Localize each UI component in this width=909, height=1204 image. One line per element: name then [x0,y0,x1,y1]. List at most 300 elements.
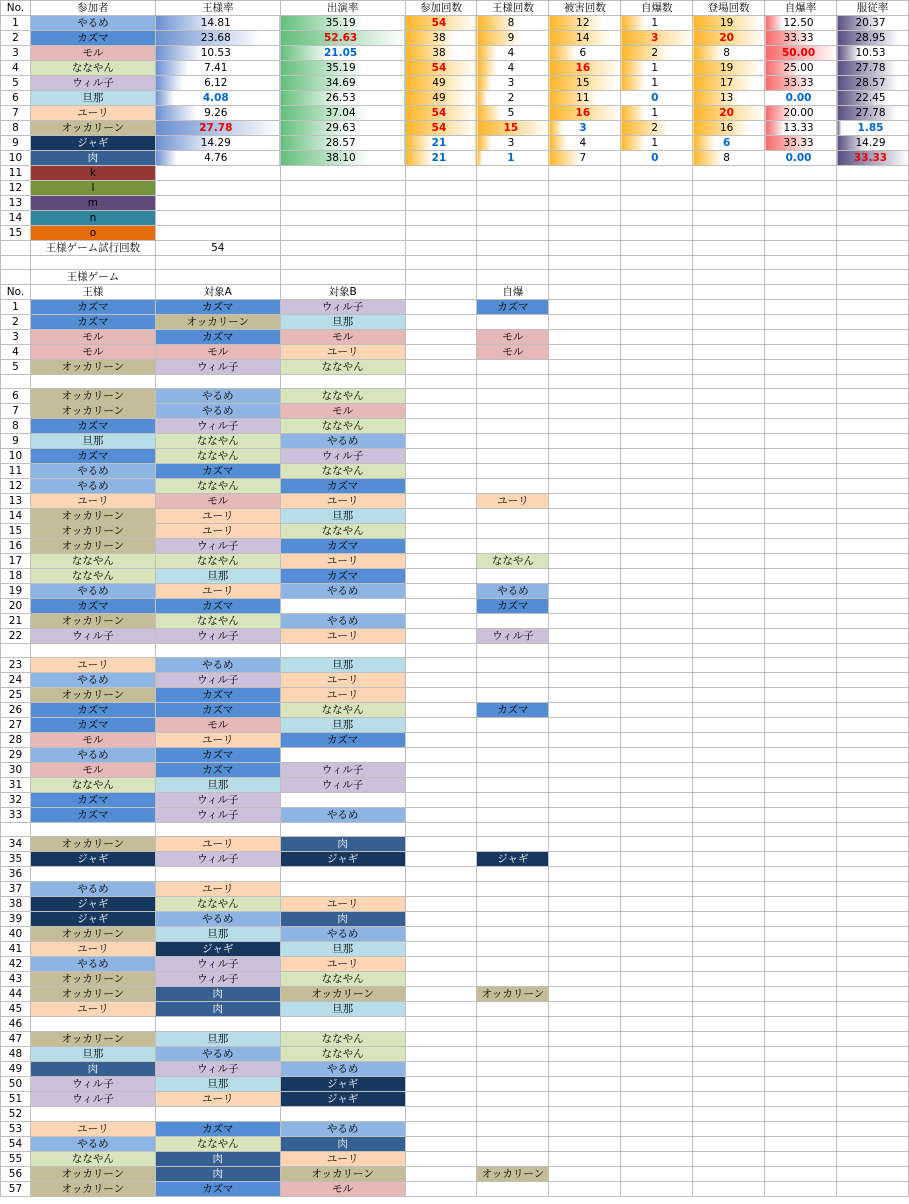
target-a-cell[interactable]: ユーリ [155,733,280,748]
stat-join[interactable]: 49 [405,76,477,91]
target-a-cell[interactable]: ウィル子 [155,1062,280,1077]
empty-cell[interactable] [155,166,280,181]
empty-cell[interactable] [621,942,693,957]
stat-king[interactable]: 3 [477,136,549,151]
round-number[interactable]: 7 [1,404,31,419]
round-number[interactable]: 3 [1,330,31,345]
king-cell[interactable]: ユーリ [30,1122,155,1137]
king-cell[interactable]: オッカリーン [30,927,155,942]
empty-cell[interactable] [477,375,549,389]
stat-king[interactable]: 2 [477,91,549,106]
king-cell[interactable]: やるめ [30,479,155,494]
empty-cell[interactable] [693,285,765,300]
empty-cell[interactable] [693,1092,765,1107]
empty-cell[interactable] [837,166,909,181]
empty-cell[interactable] [693,419,765,434]
target-a-cell[interactable]: ウィル子 [155,629,280,644]
empty-cell[interactable] [765,987,837,1002]
round-number[interactable]: 13 [1,494,31,509]
empty-cell[interactable] [549,778,621,793]
stat-victim[interactable]: 16 [549,106,621,121]
empty-cell[interactable] [621,181,693,196]
empty-cell[interactable] [549,688,621,703]
game-header-cell[interactable]: 王様 [30,285,155,300]
target-a-cell[interactable]: 旦那 [155,1077,280,1092]
row-number[interactable]: 9 [1,136,31,151]
empty-cell[interactable] [621,226,693,241]
round-number[interactable]: 53 [1,1122,31,1137]
round-number[interactable]: 49 [1,1062,31,1077]
empty-cell[interactable] [693,1122,765,1137]
target-b-cell[interactable]: やるめ [280,1122,405,1137]
empty-cell[interactable] [1,823,31,837]
empty-cell[interactable] [693,1062,765,1077]
empty-cell[interactable] [549,256,621,270]
empty-cell[interactable] [549,1032,621,1047]
empty-cell[interactable] [549,823,621,837]
empty-cell[interactable] [549,539,621,554]
stat-king[interactable]: 8 [477,16,549,31]
empty-cell[interactable] [837,375,909,389]
self-destruct-cell[interactable] [477,434,549,449]
empty-cell[interactable] [765,823,837,837]
empty-cell[interactable] [837,479,909,494]
empty-cell[interactable] [549,1152,621,1167]
king-cell[interactable]: ウィル子 [30,629,155,644]
empty-cell[interactable] [621,509,693,524]
empty-cell[interactable] [765,300,837,315]
empty-cell[interactable] [693,823,765,837]
target-b-cell[interactable]: ななやん [280,972,405,987]
game-header-cell[interactable]: No. [1,285,31,300]
empty-cell[interactable] [837,315,909,330]
empty-cell[interactable] [621,688,693,703]
empty-cell[interactable] [837,464,909,479]
empty-cell[interactable] [765,897,837,912]
target-b-cell[interactable]: 肉 [280,912,405,927]
target-b-cell[interactable]: ユーリ [280,957,405,972]
empty-cell[interactable] [621,897,693,912]
target-a-cell[interactable]: やるめ [155,389,280,404]
empty-cell[interactable] [765,837,837,852]
empty-cell[interactable] [837,718,909,733]
self-destruct-cell[interactable] [477,673,549,688]
stat-self-rate[interactable]: 0.00 [765,151,837,166]
king-cell[interactable]: やるめ [30,464,155,479]
king-cell[interactable]: やるめ [30,882,155,897]
empty-cell[interactable] [621,614,693,629]
stat-appear-rate[interactable]: 34.69 [280,76,405,91]
empty-cell[interactable] [405,673,477,688]
empty-cell[interactable] [549,1107,621,1122]
stat-appear-rate[interactable]: 35.19 [280,16,405,31]
empty-cell[interactable] [765,733,837,748]
empty-cell[interactable] [405,375,477,389]
header-cell[interactable]: No. [1,1,31,16]
empty-cell[interactable] [837,1032,909,1047]
round-number[interactable]: 15 [1,524,31,539]
empty-cell[interactable] [405,658,477,673]
empty-cell[interactable] [549,629,621,644]
target-b-cell[interactable]: ななやん [280,1032,405,1047]
target-b-cell[interactable]: オッカリーン [280,1167,405,1182]
empty-cell[interactable] [693,569,765,584]
empty-cell[interactable] [549,345,621,360]
empty-cell[interactable] [837,270,909,285]
stat-obey-rate[interactable]: 20.37 [837,16,909,31]
round-number[interactable]: 10 [1,449,31,464]
round-number[interactable]: 18 [1,569,31,584]
target-a-cell[interactable]: ユーリ [155,882,280,897]
participant-name[interactable]: 旦那 [30,91,155,106]
empty-cell[interactable] [837,793,909,808]
target-b-cell[interactable]: やるめ [280,927,405,942]
self-destruct-cell[interactable]: カズマ [477,300,549,315]
king-cell[interactable]: やるめ [30,673,155,688]
king-cell[interactable]: オッカリーン [30,987,155,1002]
stat-join[interactable]: 54 [405,61,477,76]
self-destruct-cell[interactable] [477,1137,549,1152]
empty-cell[interactable] [621,315,693,330]
empty-cell[interactable] [837,599,909,614]
empty-cell[interactable] [621,300,693,315]
empty-cell[interactable] [693,375,765,389]
round-number[interactable]: 23 [1,658,31,673]
empty-cell[interactable] [405,748,477,763]
target-b-cell[interactable]: ユーリ [280,629,405,644]
empty-cell[interactable] [621,464,693,479]
empty-cell[interactable] [405,927,477,942]
empty-cell[interactable] [549,315,621,330]
stat-obey-rate[interactable]: 27.78 [837,106,909,121]
stat-appear[interactable]: 8 [693,151,765,166]
empty-cell[interactable] [549,1002,621,1017]
empty-cell[interactable] [280,181,405,196]
empty-cell[interactable] [693,539,765,554]
self-destruct-cell[interactable] [477,1077,549,1092]
empty-cell[interactable] [405,644,477,658]
stat-self[interactable]: 0 [621,151,693,166]
empty-cell[interactable] [837,524,909,539]
round-number[interactable]: 46 [1,1017,31,1032]
empty-cell[interactable] [1,270,31,285]
empty-cell[interactable] [693,912,765,927]
stat-join[interactable]: 49 [405,91,477,106]
self-destruct-cell[interactable] [477,389,549,404]
stat-victim[interactable]: 7 [549,151,621,166]
empty-cell[interactable] [837,1122,909,1137]
target-a-cell[interactable]: ななやん [155,897,280,912]
empty-cell[interactable] [405,614,477,629]
target-b-cell[interactable]: 肉 [280,1137,405,1152]
row-number[interactable]: 3 [1,46,31,61]
empty-cell[interactable] [837,241,909,256]
empty-cell[interactable] [549,1182,621,1197]
game-header-cell[interactable]: 対象B [280,285,405,300]
empty-cell[interactable] [693,778,765,793]
empty-cell[interactable] [693,211,765,226]
empty-cell[interactable] [693,554,765,569]
empty-cell[interactable] [837,554,909,569]
empty-cell[interactable] [549,644,621,658]
empty-cell[interactable] [621,673,693,688]
empty-cell[interactable] [693,808,765,823]
empty-cell[interactable] [405,972,477,987]
king-cell[interactable]: オッカリーン [30,1167,155,1182]
empty-cell[interactable] [621,852,693,867]
empty-cell[interactable] [765,808,837,823]
stat-self[interactable]: 3 [621,31,693,46]
round-number[interactable]: 28 [1,733,31,748]
target-b-cell[interactable] [280,1107,405,1122]
empty-cell[interactable] [549,404,621,419]
empty-cell[interactable] [621,733,693,748]
empty-cell[interactable] [549,554,621,569]
header-cell[interactable]: 服従率 [837,1,909,16]
empty-cell[interactable] [549,733,621,748]
empty-cell[interactable] [765,793,837,808]
empty-cell[interactable] [1,241,31,256]
stat-king-rate[interactable]: 27.78 [155,121,280,136]
empty-cell[interactable] [765,166,837,181]
empty-cell[interactable] [765,345,837,360]
king-cell[interactable]: ななやん [30,1152,155,1167]
empty-cell[interactable] [765,181,837,196]
king-cell[interactable]: やるめ [30,957,155,972]
target-a-cell[interactable]: カズマ [155,464,280,479]
empty-cell[interactable] [837,673,909,688]
empty-cell[interactable] [621,867,693,882]
round-number[interactable]: 22 [1,629,31,644]
stat-self[interactable]: 0 [621,91,693,106]
stat-obey-rate[interactable]: 27.78 [837,61,909,76]
empty-cell[interactable] [155,226,280,241]
empty-cell[interactable] [693,315,765,330]
stat-appear[interactable]: 13 [693,91,765,106]
king-cell[interactable] [30,1107,155,1122]
empty-cell[interactable] [765,285,837,300]
empty-cell[interactable] [621,494,693,509]
target-b-cell[interactable]: やるめ [280,1062,405,1077]
empty-cell[interactable] [837,703,909,718]
empty-cell[interactable] [693,434,765,449]
target-b-cell[interactable]: オッカリーン [280,987,405,1002]
empty-cell[interactable] [477,166,549,181]
target-b-cell[interactable] [280,793,405,808]
header-cell[interactable]: 出演率 [280,1,405,16]
empty-cell[interactable] [549,718,621,733]
round-number[interactable]: 25 [1,688,31,703]
empty-cell[interactable] [155,644,280,658]
empty-cell[interactable] [549,330,621,345]
empty-cell[interactable] [837,1092,909,1107]
target-a-cell[interactable]: ユーリ [155,524,280,539]
participant-name[interactable]: ジャギ [30,136,155,151]
empty-cell[interactable] [405,1107,477,1122]
king-cell[interactable]: ななやん [30,554,155,569]
round-number[interactable]: 4 [1,345,31,360]
empty-cell[interactable] [280,211,405,226]
empty-cell[interactable] [405,360,477,375]
empty-cell[interactable] [405,629,477,644]
empty-cell[interactable] [765,718,837,733]
row-number[interactable]: 6 [1,91,31,106]
self-destruct-cell[interactable] [477,315,549,330]
stat-appear[interactable]: 19 [693,61,765,76]
empty-cell[interactable] [765,882,837,897]
empty-cell[interactable] [621,912,693,927]
empty-cell[interactable] [765,1077,837,1092]
target-a-cell[interactable]: カズマ [155,330,280,345]
stat-king[interactable]: 15 [477,121,549,136]
target-a-cell[interactable]: カズマ [155,1182,280,1197]
target-a-cell[interactable]: ジャギ [155,942,280,957]
empty-cell[interactable] [837,1017,909,1032]
participant-name[interactable]: k [30,166,155,181]
round-number[interactable]: 34 [1,837,31,852]
header-cell[interactable]: 自爆数 [621,1,693,16]
target-a-cell[interactable]: ウィル子 [155,673,280,688]
king-cell[interactable]: ウィル子 [30,1077,155,1092]
row-number[interactable]: 10 [1,151,31,166]
king-cell[interactable]: やるめ [30,584,155,599]
round-number[interactable]: 19 [1,584,31,599]
empty-cell[interactable] [549,196,621,211]
empty-cell[interactable] [405,554,477,569]
empty-cell[interactable] [405,1077,477,1092]
self-destruct-cell[interactable] [477,1122,549,1137]
empty-cell[interactable] [477,823,549,837]
empty-cell[interactable] [621,808,693,823]
stat-self-rate[interactable]: 13.33 [765,121,837,136]
empty-cell[interactable] [280,166,405,181]
empty-cell[interactable] [621,270,693,285]
king-cell[interactable]: オッカリーン [30,1032,155,1047]
empty-cell[interactable] [693,733,765,748]
king-cell[interactable]: モル [30,763,155,778]
self-destruct-cell[interactable] [477,942,549,957]
empty-cell[interactable] [837,1047,909,1062]
empty-cell[interactable] [549,494,621,509]
empty-cell[interactable] [280,270,405,285]
king-cell[interactable]: オッカリーン [30,389,155,404]
round-number[interactable]: 1 [1,300,31,315]
empty-cell[interactable] [621,957,693,972]
empty-cell[interactable] [405,196,477,211]
round-number[interactable]: 35 [1,852,31,867]
empty-cell[interactable] [549,1137,621,1152]
round-number[interactable]: 16 [1,539,31,554]
self-destruct-cell[interactable] [477,449,549,464]
empty-cell[interactable] [621,584,693,599]
empty-cell[interactable] [621,972,693,987]
target-a-cell[interactable]: ななやん [155,554,280,569]
target-a-cell[interactable]: ユーリ [155,509,280,524]
empty-cell[interactable] [765,449,837,464]
empty-cell[interactable] [765,673,837,688]
king-cell[interactable]: カズマ [30,718,155,733]
empty-cell[interactable] [549,987,621,1002]
target-b-cell[interactable]: モル [280,330,405,345]
target-a-cell[interactable]: 肉 [155,1152,280,1167]
empty-cell[interactable] [837,1107,909,1122]
target-b-cell[interactable]: ななやん [280,524,405,539]
target-a-cell[interactable]: やるめ [155,404,280,419]
empty-cell[interactable] [549,434,621,449]
empty-cell[interactable] [621,211,693,226]
stat-self-rate[interactable]: 33.33 [765,76,837,91]
empty-cell[interactable] [549,793,621,808]
empty-cell[interactable] [765,315,837,330]
stat-appear-rate[interactable]: 26.53 [280,91,405,106]
empty-cell[interactable] [693,1167,765,1182]
stat-self-rate[interactable]: 20.00 [765,106,837,121]
king-cell[interactable]: カズマ [30,599,155,614]
empty-cell[interactable] [693,942,765,957]
participant-name[interactable]: やるめ [30,16,155,31]
empty-cell[interactable] [765,629,837,644]
self-destruct-cell[interactable]: ジャギ [477,852,549,867]
target-b-cell[interactable]: カズマ [280,539,405,554]
empty-cell[interactable] [621,1107,693,1122]
empty-cell[interactable] [155,181,280,196]
empty-cell[interactable] [621,1167,693,1182]
empty-cell[interactable] [693,1002,765,1017]
stat-appear-rate[interactable]: 35.19 [280,61,405,76]
empty-cell[interactable] [549,1122,621,1137]
stat-victim[interactable]: 11 [549,91,621,106]
stat-self-rate[interactable]: 0.00 [765,91,837,106]
stat-obey-rate[interactable]: 10.53 [837,46,909,61]
round-number[interactable]: 57 [1,1182,31,1197]
empty-cell[interactable] [549,270,621,285]
empty-cell[interactable] [405,897,477,912]
empty-cell[interactable] [837,658,909,673]
empty-cell[interactable] [765,942,837,957]
empty-cell[interactable] [621,449,693,464]
empty-cell[interactable] [837,867,909,882]
empty-cell[interactable] [837,808,909,823]
empty-cell[interactable] [621,1092,693,1107]
game-header-cell[interactable] [405,285,477,300]
stat-self[interactable]: 1 [621,76,693,91]
empty-cell[interactable] [549,524,621,539]
empty-cell[interactable] [693,241,765,256]
empty-cell[interactable] [405,1002,477,1017]
target-a-cell[interactable]: やるめ [155,1047,280,1062]
empty-cell[interactable] [621,330,693,345]
king-cell[interactable]: 旦那 [30,1047,155,1062]
king-cell[interactable]: 旦那 [30,434,155,449]
target-b-cell[interactable]: カズマ [280,479,405,494]
self-destruct-cell[interactable] [477,419,549,434]
stat-join[interactable]: 54 [405,106,477,121]
empty-cell[interactable] [837,509,909,524]
empty-cell[interactable] [621,434,693,449]
empty-cell[interactable] [765,1167,837,1182]
self-destruct-cell[interactable] [477,614,549,629]
empty-cell[interactable] [837,419,909,434]
empty-cell[interactable] [765,494,837,509]
empty-cell[interactable] [621,1047,693,1062]
target-b-cell[interactable]: 旦那 [280,1002,405,1017]
empty-cell[interactable] [405,1017,477,1032]
row-number[interactable]: 5 [1,76,31,91]
self-destruct-cell[interactable] [477,360,549,375]
empty-cell[interactable] [621,1182,693,1197]
empty-cell[interactable] [405,823,477,837]
round-number[interactable]: 38 [1,897,31,912]
